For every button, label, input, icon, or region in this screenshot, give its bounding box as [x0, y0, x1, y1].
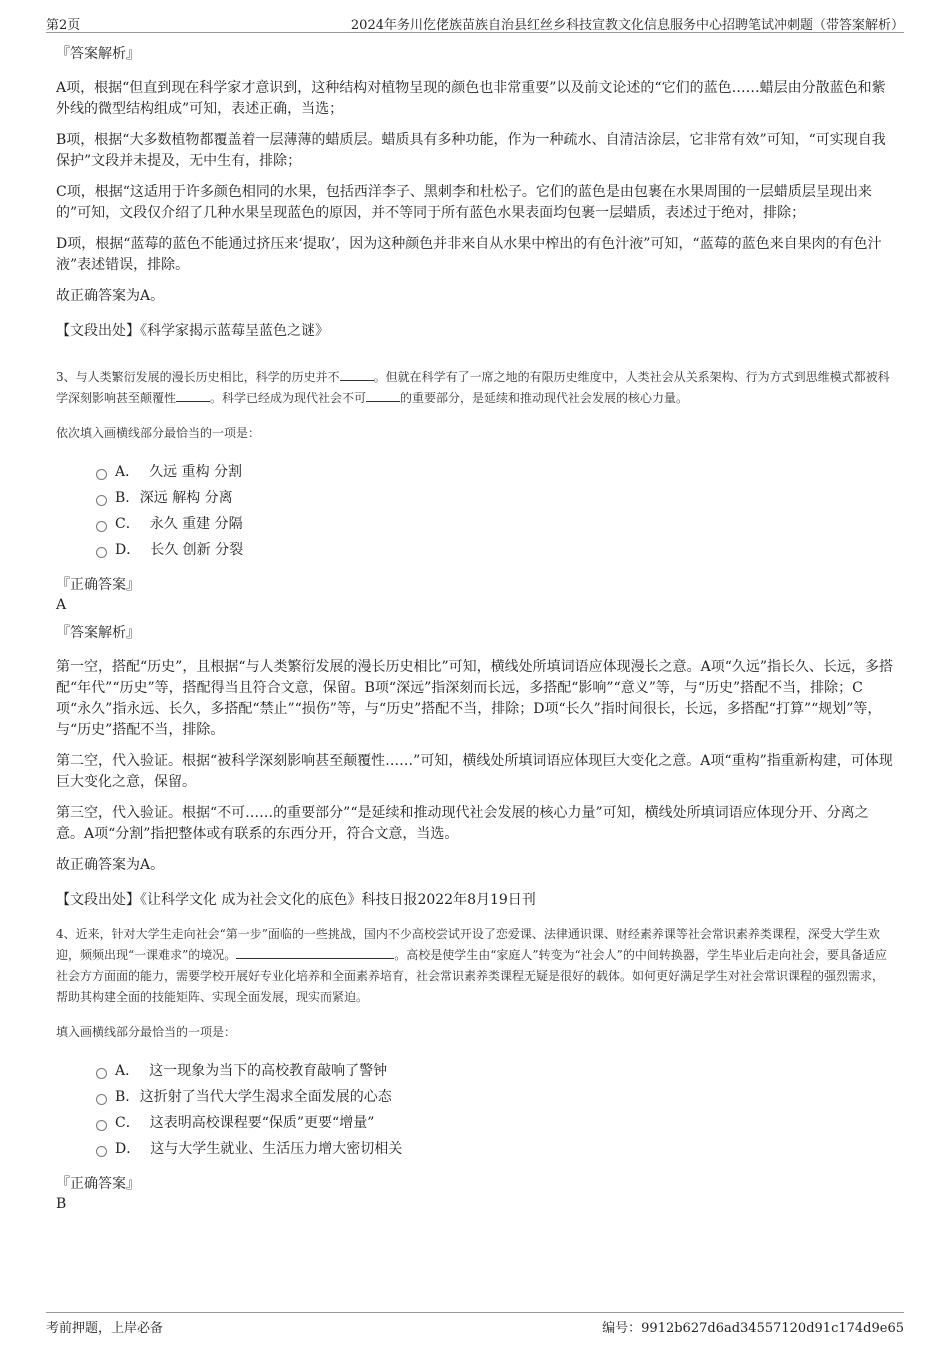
- q4-options: [96, 1058, 894, 1162]
- q3-analysis-3: 第三空，代入验证。根据“不可……的重要部分”“是延续和推动现代社会发展的核心力量”可知，横线处所填词语应体现分开、分离之意。A项“分割”指把整体或有联系的东西分开，符合文意，当选。: [56, 805, 869, 842]
- page-content: [56, 44, 894, 1222]
- q2-analysis-d: D项，根据“蓝莓的蓝色不能通过挤压来‘提取’，因为这种颜色并非来自从水果中榨出的有色汁液”可知，“蓝莓的蓝色来自果肉的有色汁液”表述错误，排除。: [56, 236, 882, 273]
- q3-options: [96, 459, 894, 563]
- q4-option-b[interactable]: B. 这折射了当代大学生渴求全面发展的心态: [96, 1084, 894, 1110]
- blank-1: [340, 368, 374, 381]
- q3-analysis-2: 第二空，代入验证。根据“被科学深刻影响甚至颠覆性……”可知，横线处所填词语应体现巨大变化之意。A项“重构”指重新构建，可体现巨大变化之意，保留。: [56, 753, 893, 790]
- radio-icon[interactable]: [96, 1094, 107, 1105]
- q4-stem: 4、近来，针对大学生走向社会“第一步”面临的一些挑战，国内不少高校尝试开设了恋爱课、法律通识课、财经素养课等社会常识素养类课程，深受大学生欢迎，频频出现“一课难求”的境况。 。高校是使学生由“家庭人”转变为“社会人”的中间转换器，学生毕业后走向社会，要具备适应社会方方面面的能力，需要学校开展好专业化培养和全面素养培育，社会常识素养类课程无疑是很好的载体。如何更好满足学生对社会常识课程的强烈需求，帮助其构建全面的技能矩阵、实现全面发展，现实而紧迫。: [56, 927, 887, 1004]
- q4-instruction: 填入画横线部分最恰当的一项是：: [56, 1025, 237, 1039]
- q3-correct-label: 『正确答案』: [56, 577, 140, 593]
- radio-icon[interactable]: [96, 1120, 107, 1131]
- footer-slogan: 考前押题，上岸必备: [46, 1321, 164, 1336]
- q3-option-b[interactable]: B. 深远 解构 分离: [96, 485, 894, 511]
- q2-conclusion: 故正确答案为A。: [56, 288, 165, 304]
- q2-analysis-c: C项，根据“这适用于许多颜色相同的水果，包括西洋李子、黑刺李和杜松子。它们的蓝色是由包裹在水果周围的一层蜡质层呈现出来的”可知，文段仅介绍了几种水果呈现蓝色的原因，并不等同于所有蓝色水果表面均包裹一层蜡质，表述过于绝对，排除；: [56, 184, 872, 221]
- q3-option-d[interactable]: D． 长久 创新 分裂: [96, 537, 894, 563]
- radio-icon[interactable]: [96, 495, 107, 506]
- radio-icon[interactable]: [96, 547, 107, 558]
- q2-source: 【文段出处】《科学家揭示蓝莓呈蓝色之谜》: [56, 323, 329, 339]
- q3-instruction: 依次填入画横线部分最恰当的一项是：: [56, 426, 261, 440]
- q2-analysis-label: 『答案解析』: [56, 46, 140, 62]
- page-number: 第2页: [46, 18, 81, 33]
- q3-analysis-1: 第一空，搭配“历史”，且根据“与人类繁衍发展的漫长历史相比”可知，横线处所填词语应体现漫长之意。A项“久远”指长久、长远，多搭配“年代”“历史”等，搭配得当且符合文意，保留。B项“深远”指深刻而长远，多搭配“影响”“意义”等，与“历史”搭配不当，排除；C项“永久”指永远、长久，多搭配“禁止”“损伤”等，与“历史”搭配不当，排除；D项“长久”指时间很长，长远，多搭配“打算”“规划”等，与“历史”搭配不当，排除。: [56, 659, 894, 738]
- q3-option-c[interactable]: C． 永久 重建 分隔: [96, 511, 894, 537]
- q3-conclusion: 故正确答案为A。: [56, 857, 165, 873]
- q2-analysis-b: B项，根据“大多数植物都覆盖着一层薄薄的蜡质层。蜡质具有多种功能，作为一种疏水、自清洁涂层，它非常有效”可知，“可实现自我保护”文段并未提及，无中生有，排除；: [56, 132, 886, 169]
- q4-correct-label: 『正确答案』: [56, 1176, 140, 1192]
- document-title: 2024年务川仡佬族苗族自治县红丝乡科技宣教文化信息服务中心招聘笔试冲刺题（带答案解析）: [350, 18, 904, 33]
- q4-option-a[interactable]: A． 这一现象为当下的高校教育敲响了警钟: [96, 1058, 894, 1084]
- page-header: [46, 12, 904, 33]
- radio-icon[interactable]: [96, 469, 107, 480]
- blank-2: [176, 389, 210, 402]
- q3-correct-answer: A: [56, 597, 67, 613]
- radio-icon[interactable]: [96, 1068, 107, 1079]
- q4-correct-answer: B: [56, 1196, 67, 1212]
- page-footer: [46, 1312, 904, 1335]
- blank-4: [236, 946, 394, 959]
- q3-analysis-label: 『答案解析』: [56, 625, 140, 641]
- radio-icon[interactable]: [96, 521, 107, 532]
- document-id: 编号：9912b627d6ad34557120d91c174d9e65: [602, 1321, 904, 1336]
- q3-source: 【文段出处】《让科学文化 成为社会文化的底色》科技日报2022年8月19日刊: [56, 892, 536, 908]
- radio-icon[interactable]: [96, 1146, 107, 1157]
- blank-3: [366, 389, 400, 402]
- q3-stem: 3、与人类繁衍发展的漫长历史相比，科学的历史并不 。但就在科学有了一席之地的有限历史维度中，人类社会从关系架构、行为方式到思维模式都被科学深刻影响甚至颠覆性 。科学已经成为现代社会不可 的重要部分，是延续和推动现代社会发展的核心力量。: [56, 370, 890, 405]
- q3-option-a[interactable]: A． 久远 重构 分割: [96, 459, 894, 485]
- q4-option-d[interactable]: D． 这与大学生就业、生活压力增大密切相关: [96, 1136, 894, 1162]
- q2-analysis-a: A项，根据“但直到现在科学家才意识到，这种结构对植物呈现的颜色也非常重要”以及前文论述的“它们的蓝色……蜡层由分散蓝色和紫外线的微型结构组成”可知，表述正确，当选；: [56, 80, 886, 117]
- q4-option-c[interactable]: C． 这表明高校课程要“保质”更要“增量”: [96, 1110, 894, 1136]
